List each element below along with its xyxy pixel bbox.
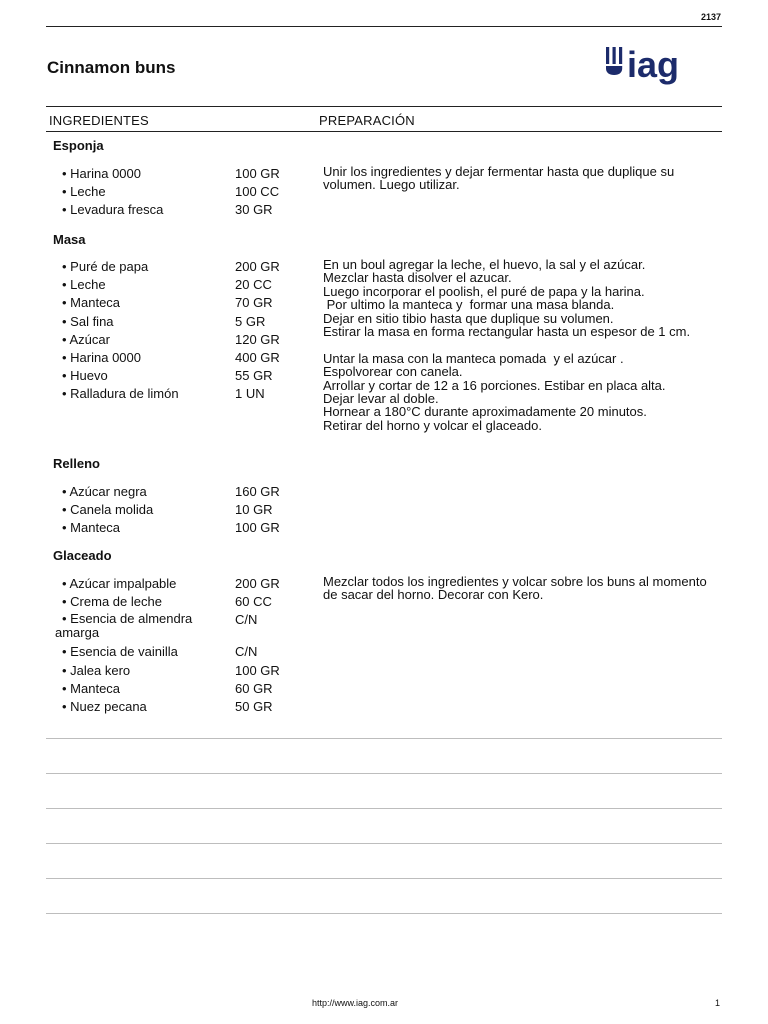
section-title-esponja: Esponja (53, 138, 104, 153)
iag-logo (605, 45, 705, 91)
ingredient-name: • Esencia de vainilla (62, 644, 178, 659)
note-line (46, 843, 722, 844)
ingredient-name: • Canela molida (62, 502, 154, 517)
note-line (46, 808, 722, 809)
ingredient-qty: 100 GR (235, 520, 280, 535)
ingredient-name: • Azúcar negra (62, 484, 147, 499)
preparation-column-header: PREPARACIÓN (319, 113, 415, 128)
preparation-line: Hornear a 180°C durante aproximadamente 20 minutos. (323, 404, 647, 420)
preparation-line: Espolvorear con canela. (323, 364, 463, 380)
ingredient-name: • Azúcar impalpable (62, 576, 177, 591)
ingredient-name: • Levadura fresca (62, 202, 164, 217)
preparation-line: Mezclar todos los ingredientes y volcar sobre los buns al momento de sacar del horno. Decorar con Kero. (323, 574, 711, 603)
ingredient-qty: 60 CC (235, 594, 272, 609)
ingredient-name: • Harina 0000 (62, 350, 141, 365)
ingredient-qty: 200 GR (235, 259, 280, 274)
note-line (46, 773, 722, 774)
preparation-line: Untar la masa con la manteca pomada y el azúcar . (323, 350, 624, 366)
ingredients-column-header: INGREDIENTES (49, 113, 149, 128)
preparation-glaceado (323, 575, 715, 602)
ingredient-name: • Azúcar (62, 332, 110, 347)
ingredient-name: • Manteca (62, 681, 121, 696)
top-divider (46, 26, 722, 27)
ingredient-name: • Sal fina (62, 314, 114, 329)
section-title-masa: Masa (53, 232, 86, 247)
ingredient-qty: 20 CC (235, 277, 272, 292)
preparation-line: Retirar del horno y volcar el glaceado. (323, 417, 542, 433)
ingredient-qty: 50 GR (235, 699, 273, 714)
ingredient-name: • Leche (62, 277, 106, 292)
preparation-line: Por ultimo la manteca y formar una masa blanda. (323, 297, 615, 313)
ingredient-name: • Nuez pecana (62, 699, 147, 714)
ingredient-qty: 120 GR (235, 332, 280, 347)
ingredient-name: • Puré de papa (62, 259, 149, 274)
preparation-line: En un boul agregar la leche, el huevo, la sal y el azúcar. (323, 257, 646, 272)
ingredient-qty: 10 GR (235, 502, 273, 517)
preparation-esponja (323, 165, 715, 192)
ingredient-name: • Esencia de almendra amarga (55, 611, 193, 640)
ingredient-qty: 160 GR (235, 484, 280, 499)
ingredient-name: • Harina 0000 (62, 166, 141, 181)
logo-bars-icon (606, 47, 622, 75)
preparation-line: Luego incorporar el poolish, el puré de papa y la harina. (323, 283, 645, 299)
ingredient-qty: 1 UN (235, 386, 265, 401)
ingredient-name: • Crema de leche (62, 594, 162, 609)
ingredient-qty: 400 GR (235, 350, 280, 365)
ingredient-name: • Manteca (62, 520, 121, 535)
page-title: Cinnamon buns (47, 58, 176, 77)
ingredient-qty: 70 GR (235, 295, 273, 310)
page-number: 1 (714, 998, 720, 1008)
section-title-relleno: Relleno (53, 456, 100, 471)
note-line (46, 913, 722, 914)
preparation-line: Estirar la masa en forma rectangular hasta un espesor de 1 cm. (323, 324, 691, 340)
ingredient-qty: C/N (235, 644, 258, 659)
ingredient-name: • Manteca (62, 295, 121, 310)
note-line (46, 738, 722, 739)
preparation-line: Dejar en sitio tibio hasta que duplique su volumen. (323, 310, 614, 326)
ingredient-qty: 100 GR (235, 166, 280, 181)
ingredient-qty: 200 GR (235, 576, 280, 591)
ingredient-name: • Jalea kero (62, 663, 131, 678)
header-divider-bottom (46, 131, 722, 132)
ingredient-qty: 55 GR (235, 368, 273, 383)
ingredient-name: • Huevo (62, 368, 108, 383)
ingredient-qty: 100 CC (235, 184, 280, 199)
header-divider-top (46, 106, 722, 107)
ingredient-qty: 100 GR (235, 663, 280, 678)
ingredient-qty: C/N (235, 612, 258, 627)
logo-wordmark: iag (627, 45, 680, 85)
recipe-code: 2137 (700, 12, 721, 22)
preparation-line (323, 338, 715, 351)
section-title-glaceado: Glaceado (53, 548, 112, 563)
preparation-line: Arrollar y cortar de 12 a 16 porciones. Estibar en placa alta. (323, 377, 666, 393)
note-line (46, 878, 722, 879)
ingredient-qty: 30 GR (235, 202, 273, 217)
preparation-masa (323, 258, 715, 432)
preparation-line: Dejar levar al doble. (323, 391, 439, 407)
ingredient-name: • Ralladura de limón (62, 386, 179, 401)
ingredient-qty: 5 GR (235, 314, 266, 329)
ingredient-qty: 60 GR (235, 681, 273, 696)
footer-url: http://www.iag.com.ar (312, 998, 399, 1008)
preparation-line: Unir los ingredientes y dejar fermentar hasta que duplique su volumen. Luego utilizar. (323, 164, 678, 193)
preparation-line: Mezclar hasta disolver el azucar. (323, 270, 512, 286)
ingredient-name: • Leche (62, 184, 106, 199)
